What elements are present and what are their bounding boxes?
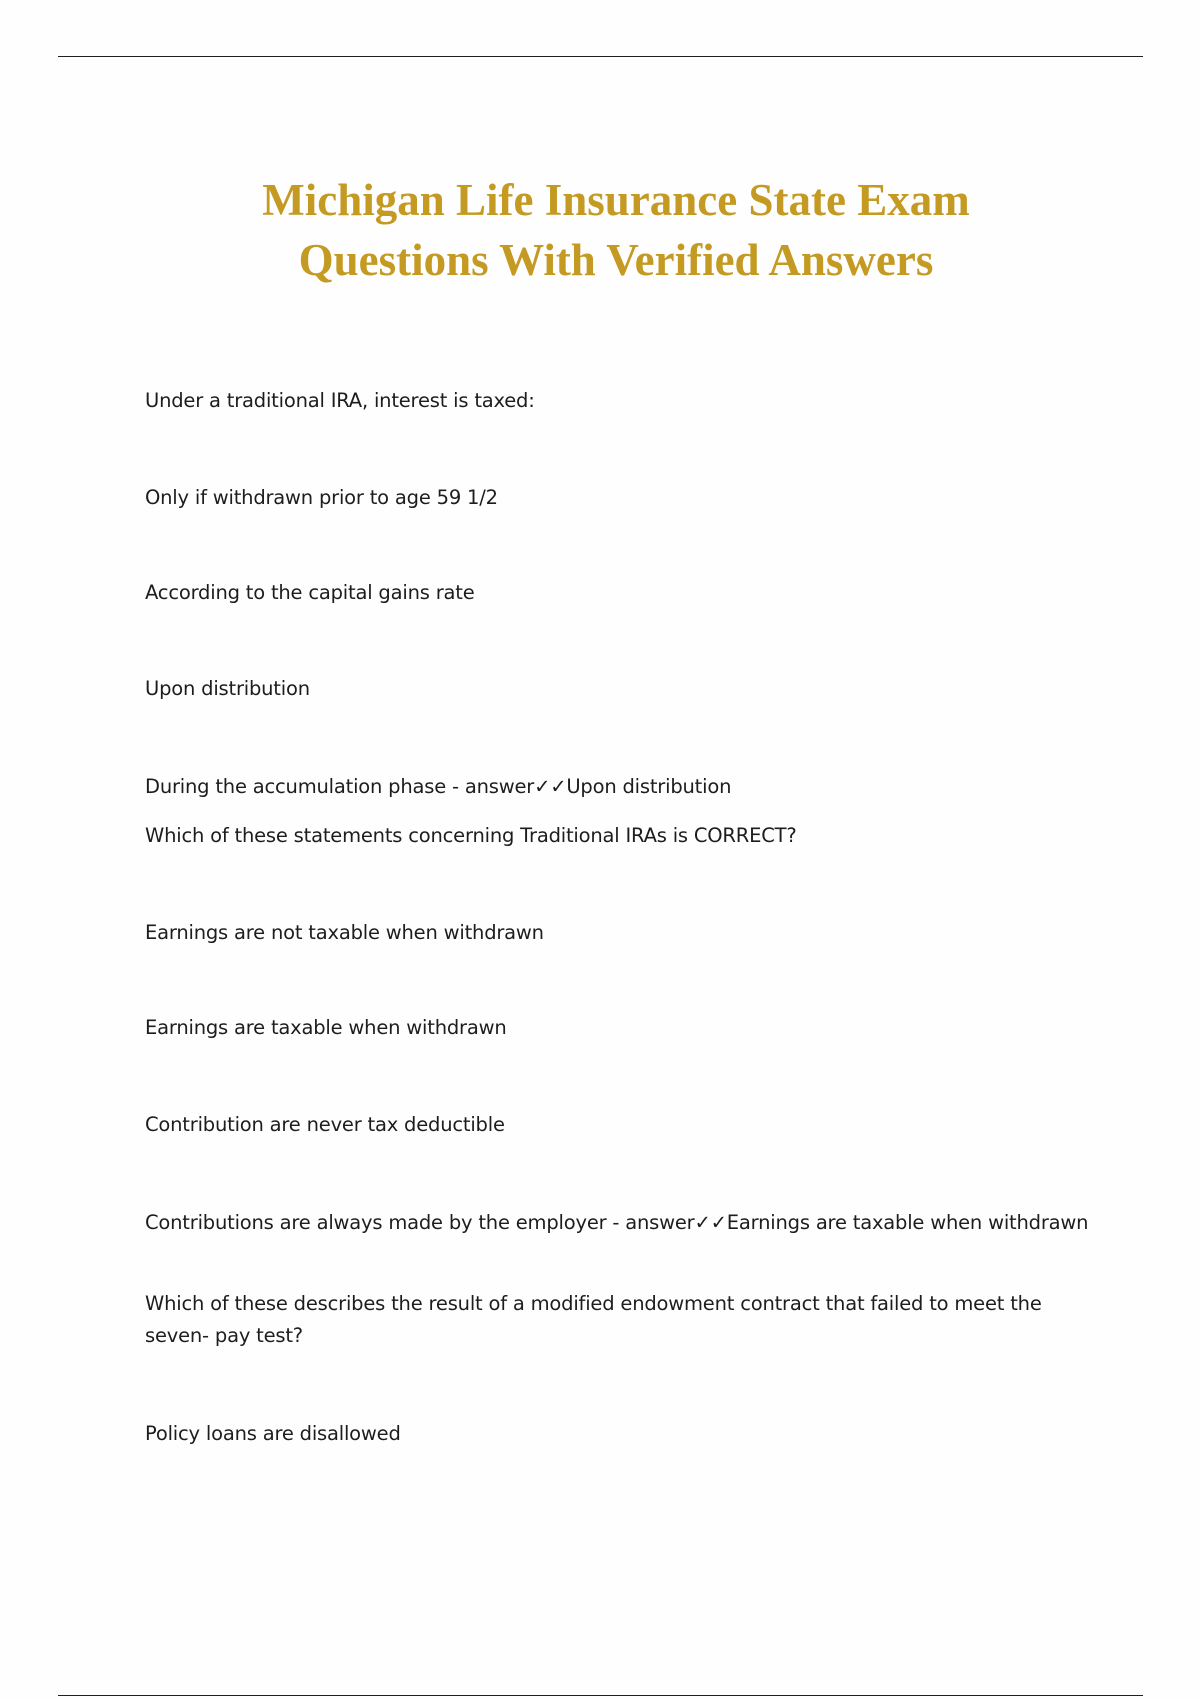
q3-option-1: Policy loans are disallowed [145, 1422, 401, 1445]
question-2: Which of these statements concerning Traditional IRAs is CORRECT? [145, 824, 797, 847]
q2-answer: Earnings are taxable when withdrawn [726, 1211, 1089, 1234]
q1-option-3: Upon distribution [145, 677, 310, 700]
q2-option-4-with-answer [145, 1207, 1095, 1239]
q1-answer: Upon distribution [566, 775, 732, 798]
checkmark-icon: ✓✓ [694, 1211, 727, 1234]
question-1: Under a traditional IRA, interest is taxed: [145, 389, 535, 412]
q2-option-4-text: Contributions are always made by the employer - answer [145, 1211, 695, 1234]
question-3: Which of these describes the result of a modified endowment contract that failed to meet the seven- pay test? [145, 1292, 1042, 1347]
q1-option-4-with-answer [145, 771, 1095, 803]
title-line-2: Questions With Verified Answers [298, 235, 934, 285]
q1-option-1: Only if withdrawn prior to age 59 1/2 [145, 486, 498, 509]
document-title [0, 170, 1200, 290]
q2-option-1: Earnings are not taxable when withdrawn [145, 921, 544, 944]
q1-option-2: According to the capital gains rate [145, 581, 475, 604]
title-line-1: Michigan Life Insurance State Exam [262, 175, 970, 225]
q2-option-2: Earnings are taxable when withdrawn [145, 1016, 507, 1039]
bottom-rule [58, 1695, 1143, 1696]
q2-option-3: Contribution are never tax deductible [145, 1113, 505, 1136]
q1-option-4-text: During the accumulation phase - answer [145, 775, 535, 798]
checkmark-icon: ✓✓ [534, 775, 567, 798]
top-rule [58, 56, 1143, 57]
